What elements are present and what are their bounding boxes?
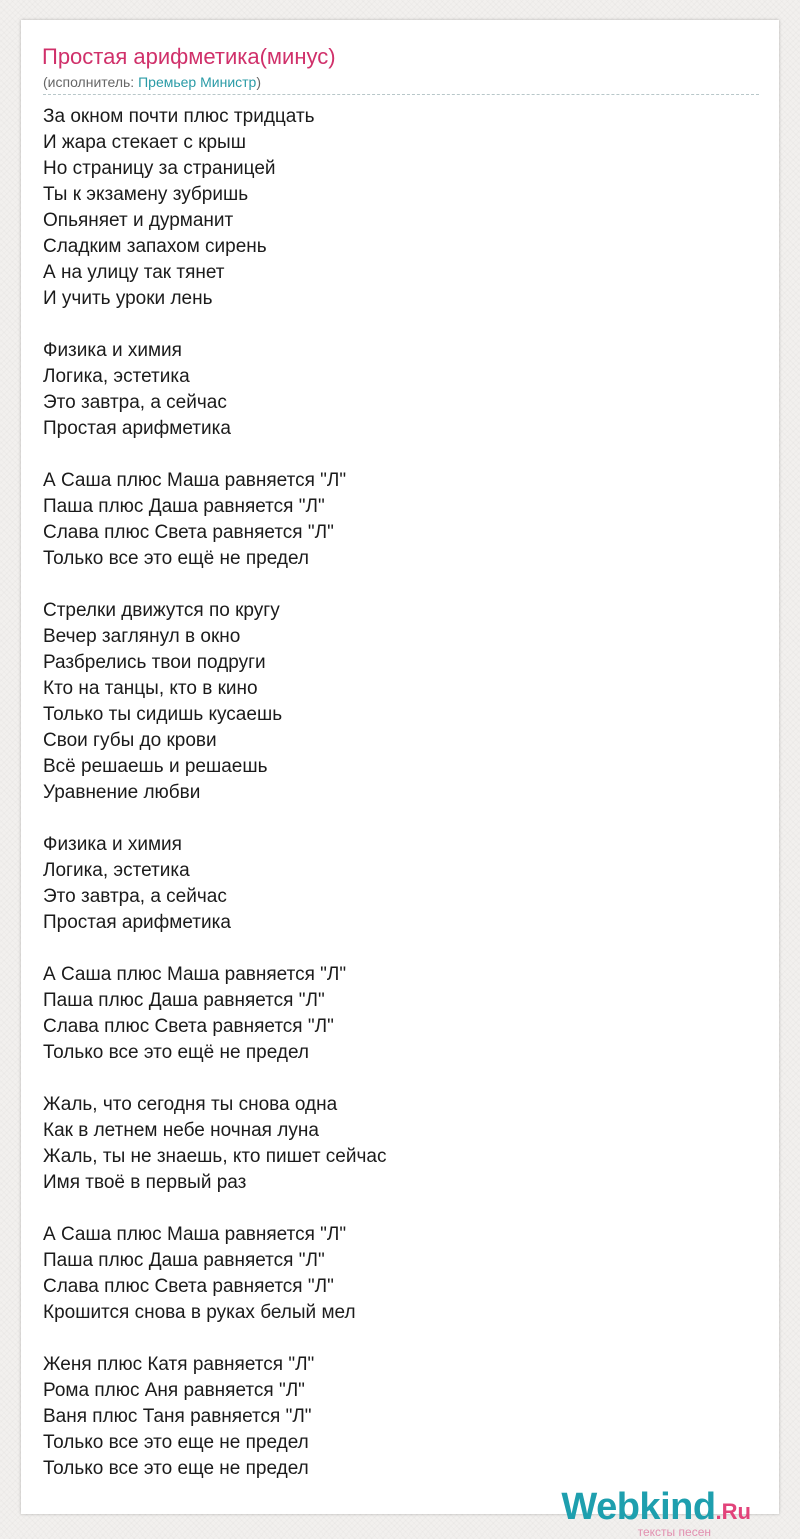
watermark-name: Webkind — [561, 1486, 716, 1528]
lyric-line: Жаль, что сегодня ты снова одна — [43, 1094, 338, 1115]
site-watermark — [561, 1486, 751, 1539]
lyric-line: Только ты сидишь кусаешь — [43, 704, 283, 725]
lyrics-stanza — [43, 468, 386, 572]
artist-suffix: ) — [256, 74, 262, 90]
lyric-line: Паша плюс Даша равняется "Л" — [43, 1250, 325, 1271]
lyric-line: Рома плюс Аня равняется "Л" — [43, 1380, 305, 1401]
lyric-line: Уравнение любви — [43, 782, 201, 803]
lyric-line: Женя плюс Катя равняется "Л" — [43, 1354, 315, 1375]
lyric-line: Но страницу за страницей — [43, 158, 276, 179]
lyric-line: Вечер заглянул в окно — [43, 626, 241, 647]
lyric-line: Имя твоё в первый раз — [43, 1172, 247, 1193]
lyrics-stanza — [43, 1092, 386, 1196]
lyric-line: Только все это еще не предел — [43, 1432, 309, 1453]
lyrics-stanza — [43, 1222, 386, 1326]
lyric-line: Физика и химия — [43, 834, 182, 855]
lyric-line: Ваня плюс Таня равняется "Л" — [43, 1406, 312, 1427]
lyric-line: Крошится снова в руках белый мел — [43, 1302, 356, 1323]
lyric-line: Кто на танцы, кто в кино — [43, 678, 258, 699]
song-title: Простая арифметика(минус) — [42, 44, 336, 69]
lyric-line: Как в летнем небе ночная луна — [43, 1120, 319, 1141]
lyric-line: Физика и химия — [43, 340, 182, 361]
lyric-line: Стрелки движутся по кругу — [43, 600, 280, 621]
lyric-line: Опьяняет и дурманит — [43, 210, 234, 231]
artist-prefix: (исполнитель: — [43, 74, 139, 90]
lyric-line: Ты к экзамену зубришь — [43, 184, 249, 205]
lyric-line: Свои губы до крови — [43, 730, 217, 751]
lyric-line: Только все это ещё не предел — [43, 548, 309, 569]
lyric-line: Это завтра, а сейчас — [43, 392, 227, 413]
lyric-line: Слава плюс Света равняется "Л" — [43, 1016, 334, 1037]
watermark-tagline: тексты песен — [637, 1525, 711, 1539]
lyric-line: А на улицу так тянет — [43, 262, 225, 283]
lyric-line: Разбрелись твои подруги — [43, 652, 266, 673]
lyric-line: Только все это еще не предел — [43, 1458, 309, 1479]
lyric-line: Простая арифметика — [43, 418, 231, 439]
lyric-line: За окном почти плюс тридцать — [43, 106, 315, 127]
lyric-line: И жара стекает с крыш — [43, 132, 246, 153]
lyrics-stanza — [43, 104, 386, 312]
lyric-line: Логика, эстетика — [43, 366, 190, 387]
lyric-line: Жаль, ты не знаешь, кто пишет сейчас — [43, 1146, 387, 1167]
lyric-line: Это завтра, а сейчас — [43, 886, 227, 907]
lyric-line: Слава плюс Света равняется "Л" — [43, 1276, 334, 1297]
lyric-line: А Саша плюс Маша равняется "Л" — [43, 964, 347, 985]
lyric-line: Простая арифметика — [43, 912, 231, 933]
lyric-line: Логика, эстетика — [43, 860, 190, 881]
lyrics-stanza — [43, 338, 386, 442]
lyric-line: Слава плюс Света равняется "Л" — [43, 522, 334, 543]
lyric-line: И учить уроки лень — [43, 288, 213, 309]
lyric-line: Паша плюс Даша равняется "Л" — [43, 990, 325, 1011]
watermark-domain: .Ru — [715, 1499, 751, 1524]
lyrics-stanza — [43, 598, 386, 806]
lyric-line: Всё решаешь и решаешь — [43, 756, 268, 777]
lyric-line: А Саша плюс Маша равняется "Л" — [43, 470, 347, 491]
lyrics-stanza — [43, 1352, 386, 1482]
lyric-line: Паша плюс Даша равняется "Л" — [43, 496, 325, 517]
lyric-line: Только все это ещё не предел — [43, 1042, 309, 1063]
artist-link[interactable]: Премьер Министр — [138, 74, 257, 90]
lyrics-body — [43, 104, 386, 1508]
lyric-line: А Саша плюс Маша равняется "Л" — [43, 1224, 347, 1245]
lyrics-stanza — [43, 962, 386, 1066]
lyrics-stanza — [43, 832, 386, 936]
lyrics-card — [21, 20, 779, 1539]
artist-line — [43, 73, 759, 95]
lyric-line: Сладким запахом сирень — [43, 236, 267, 257]
